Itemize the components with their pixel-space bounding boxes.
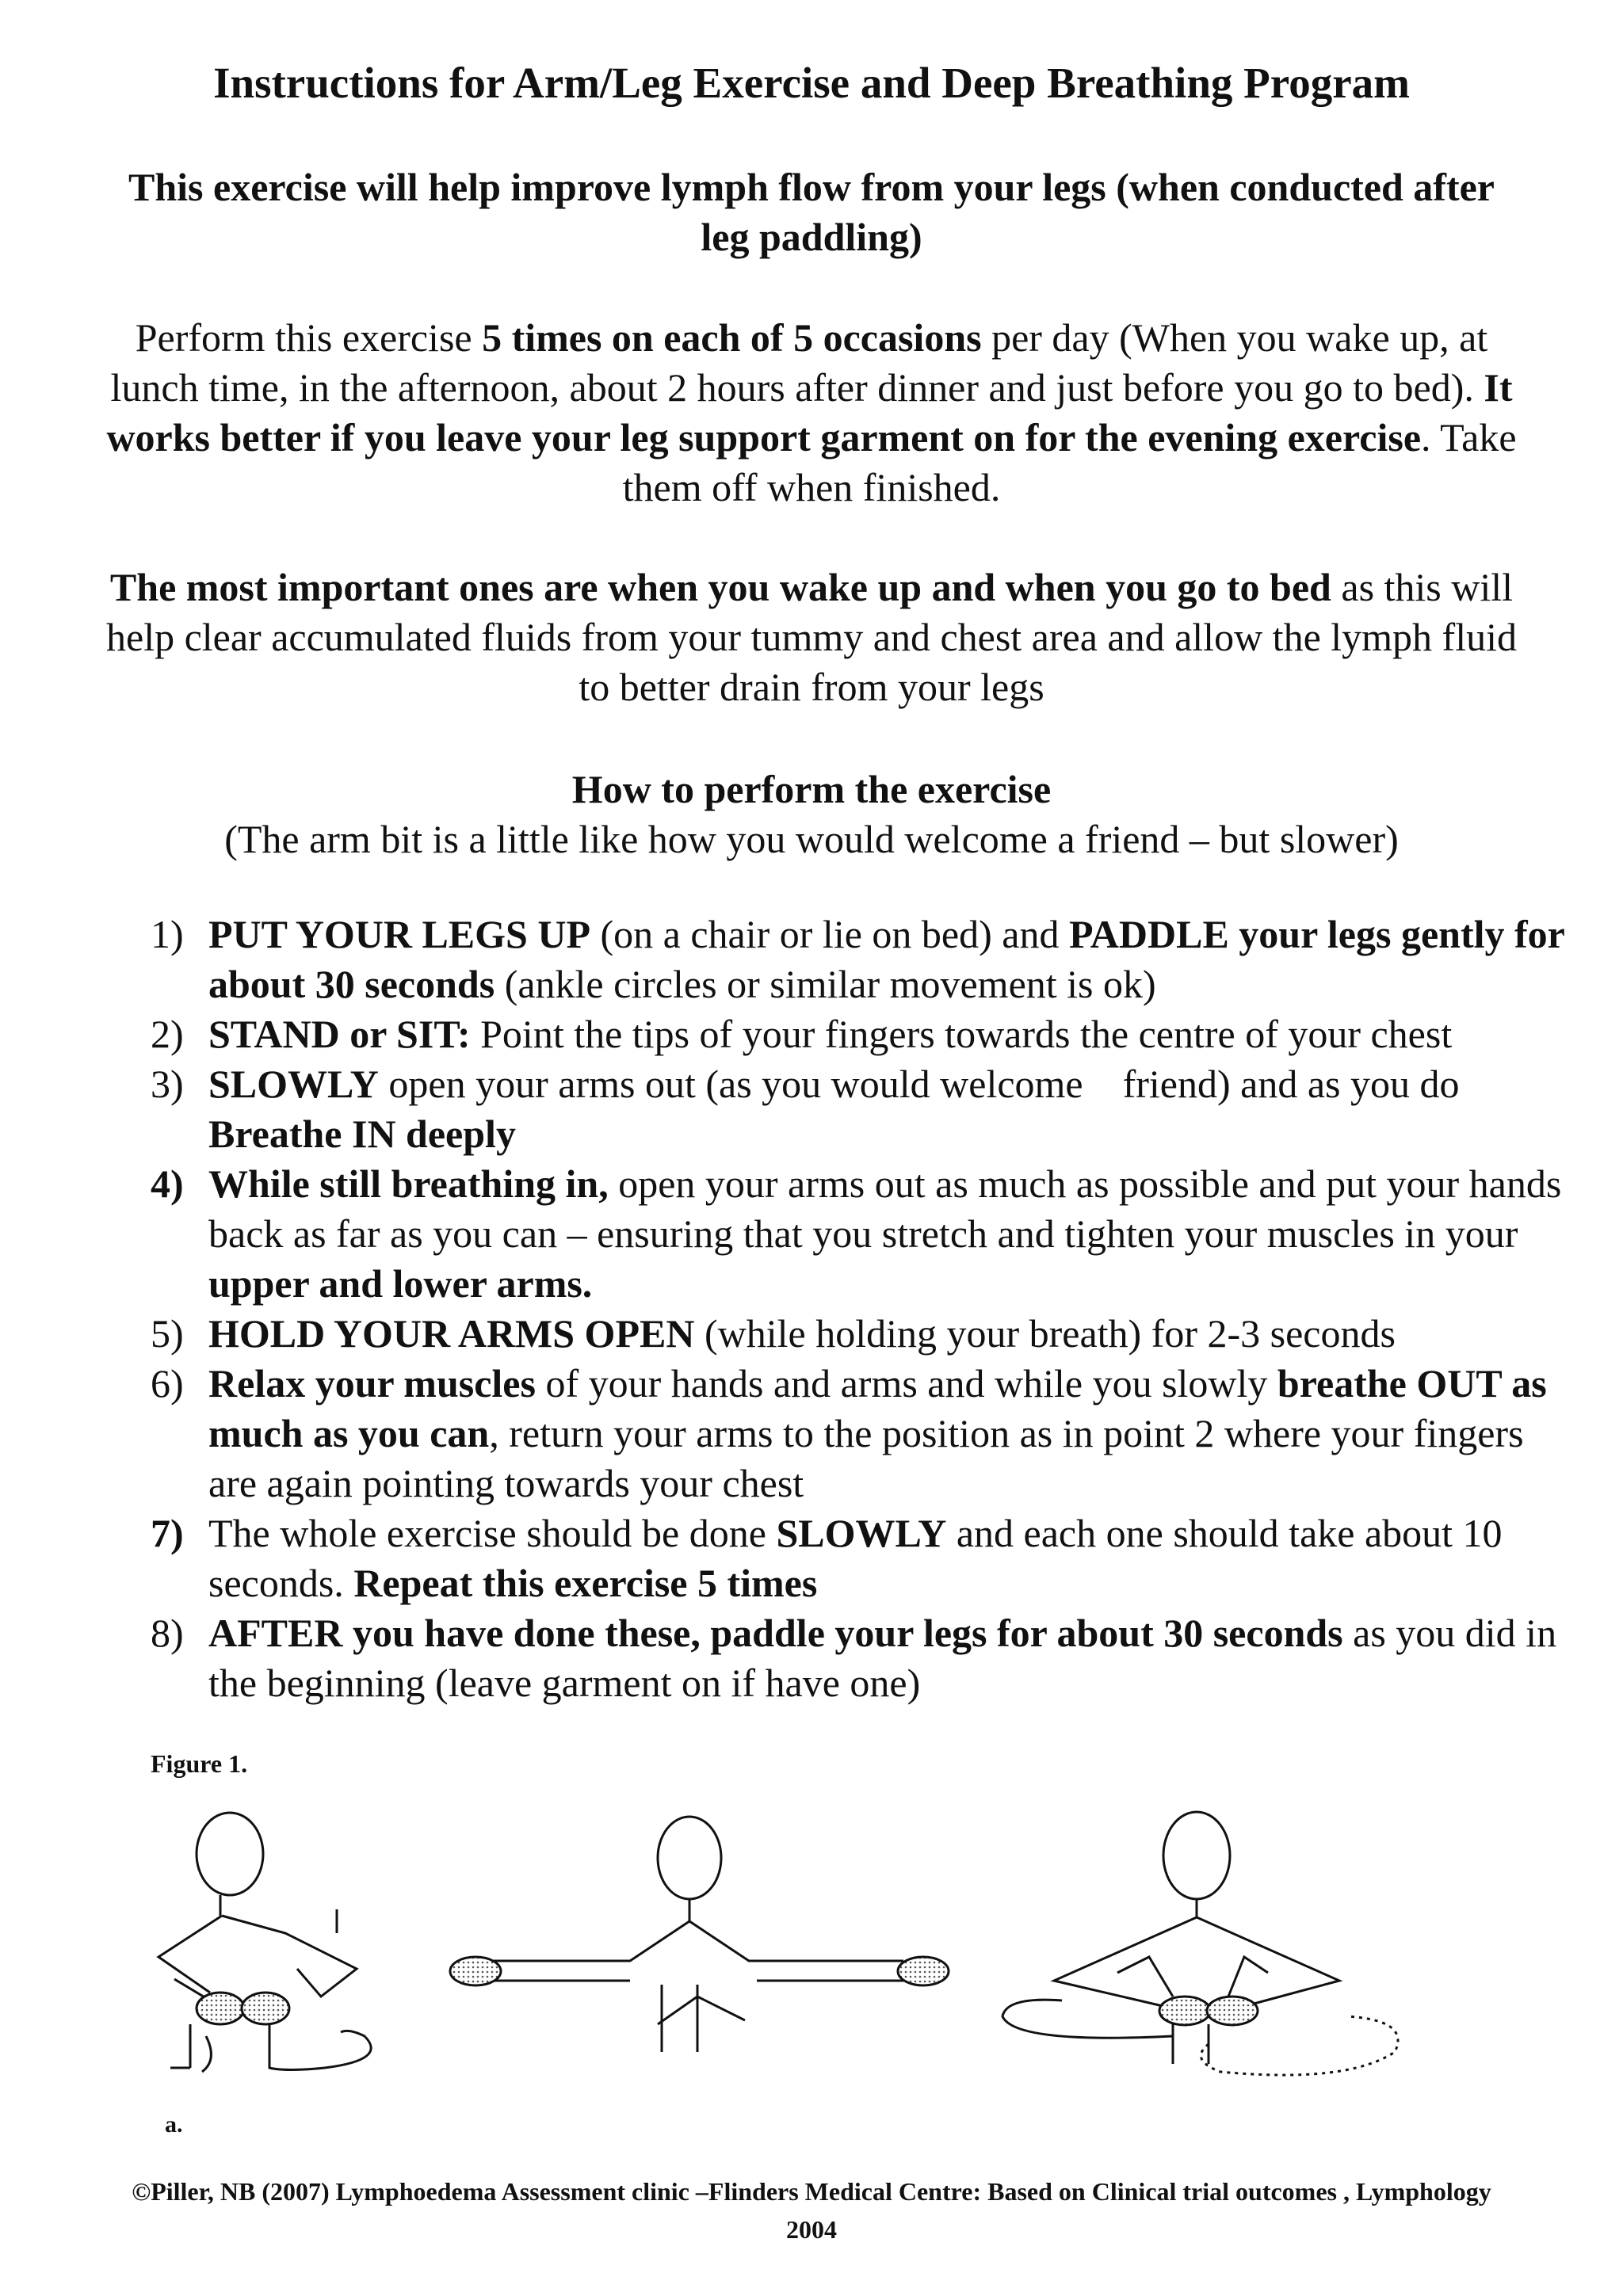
bold-run: Repeat this exercise 5 times — [353, 1561, 818, 1605]
left-hand-shape — [197, 1993, 244, 2024]
bold-run: PUT YOUR LEGS UP — [208, 912, 591, 956]
step-number: 5) — [151, 1311, 184, 1356]
lower-line — [269, 2024, 371, 2070]
text-run: per day (When you wake up, at lunch time, in the afternoon, about 2 hours after dinner and just before you go to bed). — [110, 315, 1488, 410]
left-arm-line — [158, 1916, 222, 1993]
frequency-paragraph — [87, 313, 1536, 513]
left-arm-line — [1054, 1917, 1197, 2008]
list-item — [151, 1009, 1569, 1059]
right-hand-line — [1228, 1957, 1268, 1997]
right-hand-shape — [1207, 1997, 1258, 2025]
step-number: 6) — [151, 1361, 184, 1405]
text-run: The whole exercise should be done — [208, 1511, 777, 1555]
step-number: 8) — [151, 1611, 184, 1655]
figure-label: Figure 1. — [151, 1749, 248, 1778]
figure-pose-arms-open — [450, 1817, 949, 2052]
right-arm-line — [689, 1921, 903, 1961]
bold-run: It works better if you leave your leg support garment on for the evening exercise — [106, 365, 1513, 460]
head-shape — [1163, 1812, 1230, 1899]
left-hand-shape — [1159, 1997, 1210, 2025]
bold-run: SLOWLY — [776, 1511, 947, 1555]
how-note: (The arm bit is a little like how you would welcome a friend – but slower) — [224, 817, 1399, 861]
list-item — [151, 1508, 1569, 1608]
figure-pose-return — [1002, 1812, 1398, 2075]
text-run: , return your arms to the position as in point 2 where your fingers are again pointing towards your chest — [208, 1411, 1524, 1505]
document-subtitle: This exercise will help improve lymph flow from your legs (when conducted after leg paddling) — [128, 165, 1495, 259]
bold-run: While still breathing in, — [208, 1161, 609, 1206]
text-run: Point the tips of your fingers towards the centre of your chest — [470, 1012, 1453, 1056]
figure-pose-fingers-to-chest — [158, 1813, 371, 2072]
left-arm-line — [491, 1921, 689, 1961]
bold-run: Relax your muscles — [208, 1361, 536, 1405]
copyright-footer: ©Piller, NB (2007) Lymphoedema Assessment clinic –Flinders Medical Centre: Based on Clinical trial outcomes , Lymphology 2004 — [132, 2177, 1491, 2244]
text-run: as you did in the beginning (leave garment on if have one) — [208, 1611, 1557, 1705]
text-run: (on a chair or lie on bed) and — [590, 912, 1069, 956]
bold-run: AFTER you have done these, paddle your legs for about 30 seconds — [208, 1611, 1343, 1655]
how-heading: How to perform the exercise — [571, 767, 1052, 811]
list-item — [151, 1159, 1569, 1309]
step-number: 7) — [151, 1511, 184, 1555]
list-item — [151, 1608, 1569, 1708]
body-line — [1173, 2024, 1209, 2064]
text-run: Perform this exercise — [135, 315, 483, 360]
right-arm-line — [1197, 1917, 1339, 2008]
document-title: Instructions for Arm/Leg Exercise and Deep Breathing Program — [213, 59, 1410, 107]
text-run: (while holding your breath) for 2-3 seconds — [694, 1311, 1396, 1356]
left-hand-shape — [450, 1957, 501, 1985]
list-item — [151, 1309, 1569, 1359]
bold-run: 5 times on each of 5 occasions — [482, 315, 982, 360]
list-item — [151, 1059, 1569, 1159]
bold-run: PADDLE your legs gently for about 30 seconds — [208, 912, 1564, 1006]
right-hand-shape — [242, 1993, 289, 2024]
left-hand-line — [1117, 1957, 1173, 1997]
bold-run: upper and lower arms. — [208, 1261, 593, 1306]
step-number: 1) — [151, 912, 184, 956]
bold-run: The most important ones are when you wake up and when you go to bed — [109, 565, 1331, 609]
text-run: (ankle circles or similar movement is ok) — [495, 962, 1156, 1006]
text-run: as this will help clear accumulated fluids from your tummy and chest area and allow the lymph fluid to better drain from your legs — [106, 565, 1517, 709]
text-run: . Take them off when finished. — [622, 415, 1517, 509]
text-run: open your arms out as much as possible and put your hands back as far as you can – ensuring that you stretch and tighten your muscles in your — [208, 1161, 1562, 1256]
step-number: 4) — [151, 1161, 184, 1206]
bold-run: breathe OUT as much as you can — [208, 1361, 1547, 1455]
text-run: open your arms out (as you would welcome friend) and as you do — [378, 1062, 1469, 1106]
right-hand-shape — [898, 1957, 949, 1985]
bold-run: STAND or SIT: — [208, 1012, 471, 1056]
text-run: and each one should take about 10 seconds. — [208, 1511, 1503, 1605]
steps-list — [151, 910, 1569, 1708]
bold-run: Breathe IN deeply — [208, 1112, 516, 1156]
left-swirl-line — [1002, 2000, 1173, 2038]
step-number: 2) — [151, 1012, 184, 1056]
how-section — [87, 765, 1536, 864]
body-line — [170, 2024, 211, 2072]
figure-sublabel: a. — [165, 2111, 183, 2138]
head-shape — [658, 1817, 721, 1899]
head-shape — [197, 1813, 263, 1895]
bold-run: HOLD YOUR ARMS OPEN — [208, 1311, 695, 1356]
bold-run: SLOWLY — [208, 1062, 379, 1106]
body-line — [658, 1985, 745, 2052]
importance-paragraph — [87, 563, 1536, 712]
text-run: of your hands and arms and while you slowly — [535, 1361, 1277, 1405]
list-item — [151, 910, 1569, 1009]
step-number: 3) — [151, 1062, 184, 1106]
exercise-figure — [143, 1798, 1426, 2100]
list-item — [151, 1359, 1569, 1508]
